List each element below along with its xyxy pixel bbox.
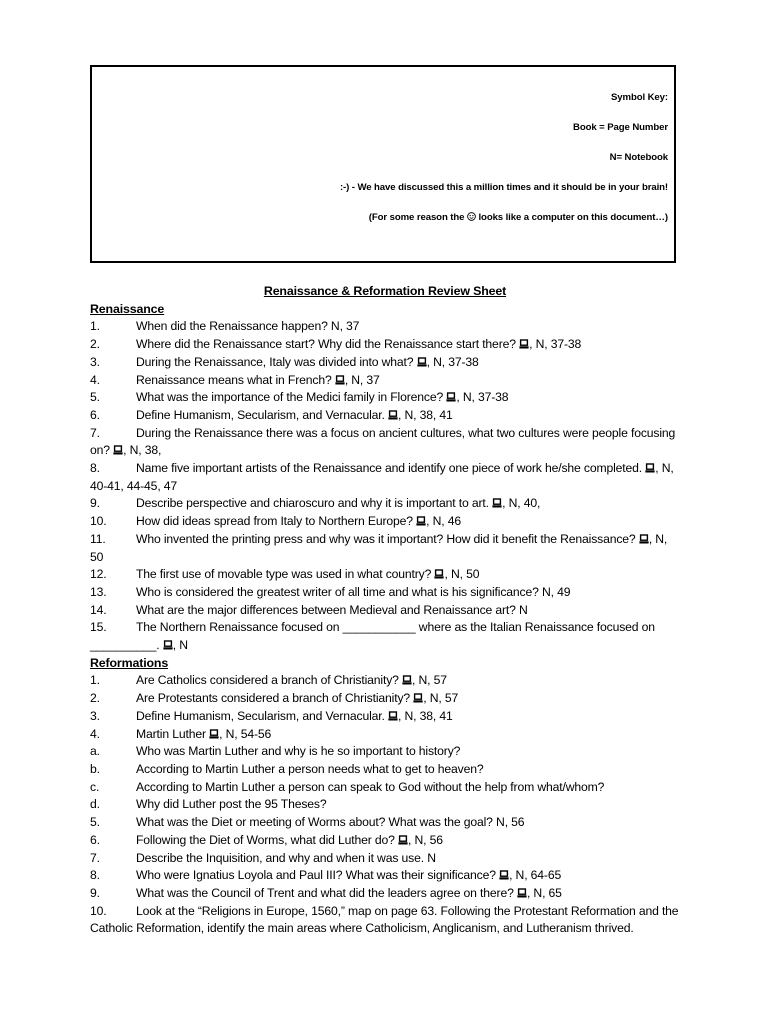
question-item xyxy=(90,566,680,584)
question-text: Following the Diet of Worms, what did Luther do? xyxy=(136,832,399,847)
computer-icon xyxy=(113,445,123,455)
question-number: 15. xyxy=(90,620,107,635)
review-sheet xyxy=(90,283,680,938)
question-number: 1. xyxy=(90,319,100,334)
question-reference: , N, 38, 41 xyxy=(398,708,453,723)
question-reference: , N, 38, xyxy=(123,443,162,458)
question-reference: , N, 56 xyxy=(408,832,443,847)
question-text: Describe the Inquisition, and why and when it was use. N xyxy=(136,850,436,865)
computer-icon xyxy=(517,888,527,898)
question-text: According to Martin Luther a person can speak to God without the help from what/whom? xyxy=(136,779,605,794)
question-number: 10. xyxy=(90,514,107,529)
question-item xyxy=(90,796,680,814)
question-text: How did ideas spread from Italy to Northern Europe? xyxy=(136,514,417,529)
question-number: 7. xyxy=(90,425,100,440)
section-heading: Renaissance xyxy=(90,301,165,316)
question-number: 10. xyxy=(90,903,107,918)
question-number: 8. xyxy=(90,868,100,883)
question-item xyxy=(90,814,680,832)
symbol-key-discussed: :-) - We have discussed this a million times and it should be in your brain! xyxy=(339,182,668,193)
computer-icon xyxy=(639,534,649,544)
question-item xyxy=(90,672,680,690)
question-number: 2. xyxy=(90,337,100,352)
question-text: Are Catholics considered a branch of Christianity? xyxy=(136,673,403,688)
question-number: d. xyxy=(90,797,100,812)
question-item xyxy=(90,354,680,372)
computer-icon xyxy=(335,375,345,385)
computer-icon xyxy=(398,835,408,845)
question-number: 3. xyxy=(90,354,100,369)
question-item xyxy=(90,460,680,495)
question-text: Are Protestants considered a branch of Christianity? xyxy=(136,691,414,706)
question-text: According to Martin Luther a person needs what to get to heaven? xyxy=(136,761,484,776)
question-number: 13. xyxy=(90,584,107,599)
computer-icon xyxy=(209,729,219,739)
question-reference: , N, 50 xyxy=(90,531,668,564)
question-number: 2. xyxy=(90,691,100,706)
computer-icon xyxy=(645,463,655,473)
question-item xyxy=(90,619,680,654)
symbol-key-book: Book = Page Number xyxy=(573,122,668,133)
question-text: What was the Council of Trent and what did the leaders agree on there? xyxy=(136,885,517,900)
question-item xyxy=(90,389,680,407)
question-number: 4. xyxy=(90,372,100,387)
question-reference: , N, 57 xyxy=(412,673,447,688)
question-text: Who were Ignatius Loyola and Paul III? What was their significance? xyxy=(136,868,500,883)
question-number: 11. xyxy=(90,531,106,546)
symbol-key-note-start: (For some reason the xyxy=(368,212,467,223)
sheet-title: Renaissance & Reformation Review Sheet xyxy=(263,284,507,298)
question-number: 14. xyxy=(90,602,107,617)
question-item xyxy=(90,761,680,779)
computer-icon xyxy=(413,693,423,703)
question-text: When did the Renaissance happen? N, 37 xyxy=(136,319,360,334)
question-item xyxy=(90,407,680,425)
question-text: Martin Luther xyxy=(136,726,210,741)
symbol-key-note xyxy=(369,212,668,223)
question-item xyxy=(90,425,680,460)
computer-icon xyxy=(402,675,412,685)
question-item xyxy=(90,779,680,797)
question-reference: , N xyxy=(172,638,188,653)
question-number: 1. xyxy=(90,673,100,688)
computer-icon xyxy=(492,498,502,508)
question-text: Who was Martin Luther and why is he so important to history? xyxy=(136,744,461,759)
question-reference: , N, 50 xyxy=(444,567,480,582)
question-item xyxy=(90,372,680,390)
computer-icon xyxy=(417,357,427,367)
question-item xyxy=(90,584,680,602)
computer-icon xyxy=(388,410,398,420)
computer-icon xyxy=(416,516,426,526)
question-reference: , N, 54-56 xyxy=(219,726,272,741)
question-text: Define Humanism, Secularism, and Vernacular. xyxy=(136,407,389,422)
smiley-icon xyxy=(467,212,476,221)
question-text: Define Humanism, Secularism, and Vernacular. xyxy=(136,708,389,723)
question-text: What was the importance of the Medici family in Florence? xyxy=(136,390,447,405)
question-reference: , N, 46 xyxy=(426,514,461,529)
question-item xyxy=(90,903,680,938)
question-item xyxy=(90,867,680,885)
symbol-key-note-end: looks like a computer on this document…) xyxy=(475,212,668,223)
question-number: 5. xyxy=(90,815,100,830)
question-number: b. xyxy=(90,761,100,776)
question-text: Describe perspective and chiaroscuro and why it is important to art. xyxy=(136,496,493,511)
question-reference: , N, 37-38 xyxy=(426,354,479,369)
question-item xyxy=(90,495,680,513)
computer-icon xyxy=(163,640,173,650)
question-text: Name five important artists of the Renaissance and identify one piece of work he/she completed. xyxy=(136,461,646,476)
question-number: 3. xyxy=(90,708,100,723)
question-number: 8. xyxy=(90,461,100,476)
question-text: The Northern Renaissance focused on ___________ where as the Italian Renaissance focused on __________. xyxy=(90,620,655,653)
computer-icon xyxy=(499,870,509,880)
symbol-key-title: Symbol Key: xyxy=(610,92,668,103)
question-reference: , N, 37 xyxy=(344,372,380,387)
question-reference: , N, 37-38 xyxy=(529,337,582,352)
question-reference: , N, 38, 41 xyxy=(398,407,453,422)
question-text: What are the major differences between Medieval and Renaissance art? N xyxy=(136,602,528,617)
question-text: Look at the “Religions in Europe, 1560,” map on page 63. Following the Protestant Reformation and the Catholic Reformation, identify the main areas where Catholicism, Anglicanism, and Lutheranism thrived. xyxy=(90,903,679,936)
question-number: 6. xyxy=(90,832,100,847)
question-reference: , N, 57 xyxy=(423,691,459,706)
question-number: 9. xyxy=(90,496,100,511)
question-text: Renaissance means what in French? xyxy=(136,372,335,387)
question-item xyxy=(90,513,680,531)
section-heading: Reformations xyxy=(90,655,169,670)
question-item xyxy=(90,336,680,354)
question-number: c. xyxy=(90,779,100,794)
question-text: Who invented the printing press and why was it important? How did it benefit the Renaissance? xyxy=(136,531,639,546)
question-reference: , N, 37-38 xyxy=(456,390,509,405)
computer-icon xyxy=(434,569,444,579)
question-number: a. xyxy=(90,744,100,759)
question-number: 6. xyxy=(90,407,100,422)
question-text: What was the Diet or meeting of Worms about? What was the goal? N, 56 xyxy=(136,815,525,830)
question-item xyxy=(90,832,680,850)
question-item xyxy=(90,531,680,566)
question-reference: , N, 65 xyxy=(526,885,562,900)
question-item xyxy=(90,602,680,620)
computer-icon xyxy=(519,339,529,349)
question-text: Where did the Renaissance start? Why did the Renaissance start there? xyxy=(136,337,520,352)
question-text: Who is considered the greatest writer of all time and what is his significance? N, 49 xyxy=(136,584,571,599)
question-item xyxy=(90,708,680,726)
question-reference: , N, 40-41, 44-45, 47 xyxy=(90,461,674,493)
question-item xyxy=(90,850,680,868)
question-reference: , N, 40, xyxy=(502,496,541,511)
computer-icon xyxy=(446,392,456,402)
question-number: 9. xyxy=(90,885,100,900)
question-number: 12. xyxy=(90,567,107,582)
question-text: During the Renaissance, Italy was divided into what? xyxy=(136,354,417,369)
symbol-key-notebook: N= Notebook xyxy=(609,152,668,163)
question-text: The first use of movable type was used in what country? xyxy=(136,567,435,582)
question-number: 7. xyxy=(90,850,100,865)
symbol-key-box xyxy=(90,65,676,263)
question-reference: , N, 64-65 xyxy=(509,868,562,883)
question-text: Why did Luther post the 95 Theses? xyxy=(136,797,327,812)
question-item xyxy=(90,726,680,744)
question-number: 5. xyxy=(90,390,100,405)
question-item xyxy=(90,690,680,708)
computer-icon xyxy=(388,711,398,721)
question-text: During the Renaissance there was a focus on ancient cultures, what two cultures were people focusing on? xyxy=(90,425,676,458)
question-item xyxy=(90,743,680,761)
question-item xyxy=(90,885,680,903)
question-item xyxy=(90,318,680,336)
question-number: 4. xyxy=(90,726,100,741)
